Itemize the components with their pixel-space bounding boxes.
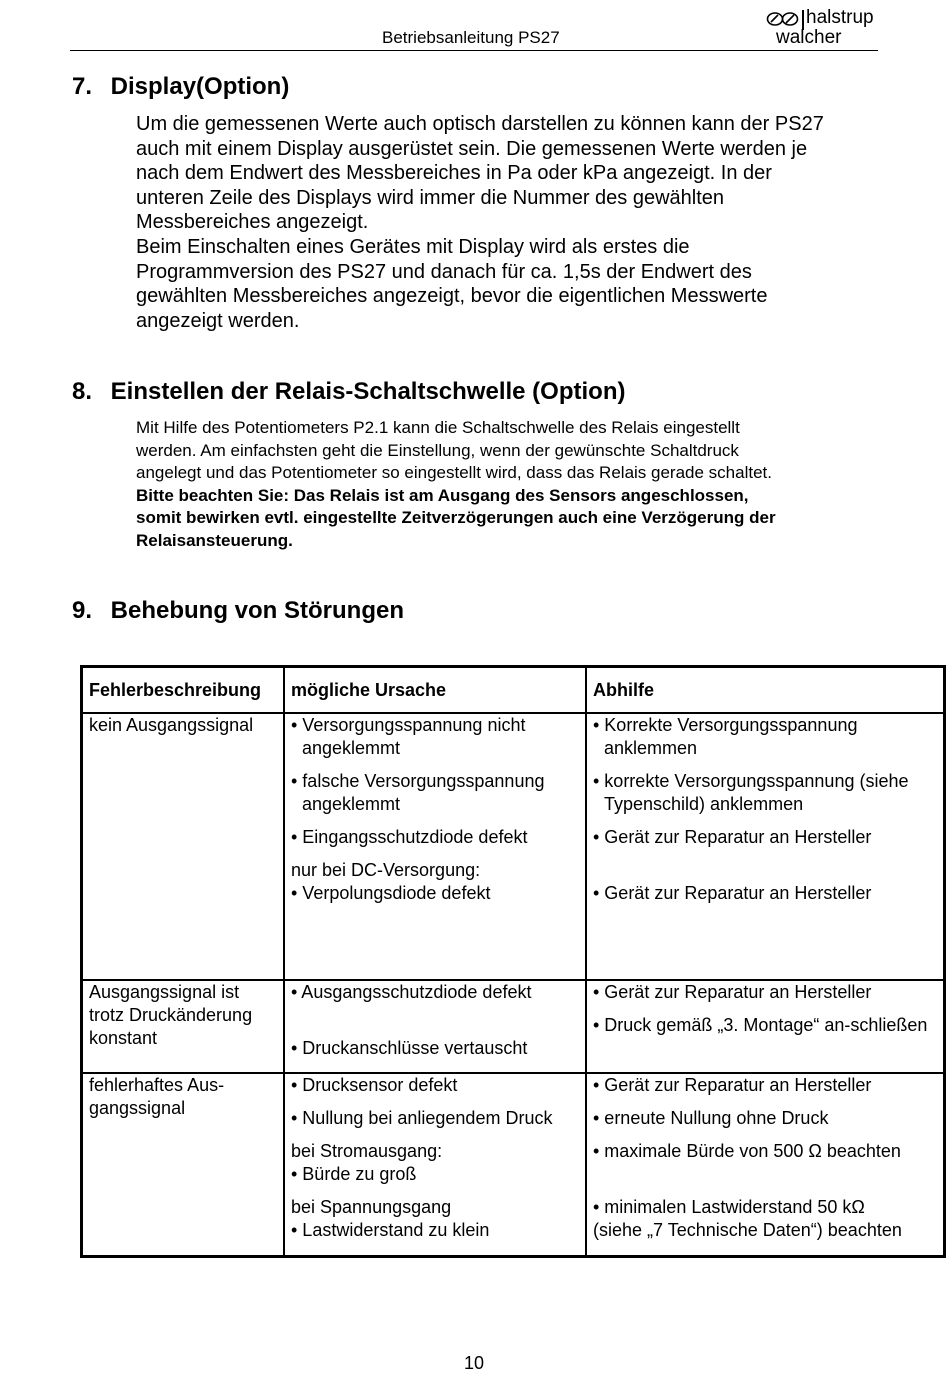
remedy-item: • Druck gemäß „3. Montage“ an-schließen (593, 1015, 928, 1035)
column-header: Fehlerbeschreibung (82, 667, 285, 714)
section-title: Behebung von Störungen (110, 597, 404, 624)
fault-text: fehlerhaftes Aus-gangssignal (89, 1075, 225, 1118)
text-line: Um die gemessenen Werte auch optisch darstellen zu können kann der PS27 (136, 113, 824, 135)
remedy-item: • Gerät zur Reparatur an Hersteller (593, 883, 872, 903)
text-line: unteren Zeile des Displays wird immer die Nummer des gewählten (136, 186, 725, 209)
table-row (82, 980, 945, 1073)
remedy-item: • Korrekte Versorgungsspannung anklemmen (593, 715, 858, 758)
cause-item: • Versorgungsspannung nicht angeklemmt (291, 715, 526, 758)
remedy-item: • Gerät zur Reparatur an Hersteller (593, 827, 872, 847)
text-line: gewählten Messbereiches angezeigt, bevor die eigentlichen Messwerte (136, 285, 768, 308)
cause-note: nur bei DC-Versorgung: (291, 860, 481, 880)
table-header-row (82, 667, 945, 714)
remedy-item: • minimalen Lastwiderstand 50 kΩ (593, 1197, 865, 1217)
section-number: 7. (72, 73, 93, 100)
cause-cell (284, 1073, 586, 1257)
fault-text: kein Ausgangssignal (89, 715, 254, 735)
column-header: Abhilfe (586, 667, 945, 714)
cause-item: • Lastwiderstand zu klein (291, 1220, 490, 1240)
text-line: Mit Hilfe des Potentiometers P2.1 kann die Schaltschwelle des Relais eingestellt (136, 418, 740, 437)
table-row (82, 1073, 945, 1257)
logo-text-halstrup: halstrup (806, 7, 874, 28)
remedy-note: (siehe „7 Technische Daten“) beachten (593, 1220, 902, 1240)
remedy-item: • Gerät zur Reparatur an Hersteller (593, 1075, 872, 1095)
cause-item: • Ausgangsschutzdiode defekt (291, 982, 532, 1002)
cause-item: • Eingangsschutzdiode defekt (291, 827, 528, 847)
remedy-cell (586, 1073, 945, 1257)
section-heading-9 (72, 597, 404, 625)
remedy-item: • maximale Bürde von 500 Ω beachten (593, 1141, 901, 1161)
document-title: Betriebsanleitung PS27 (382, 28, 560, 47)
text-line: werden. Am einfachsten geht die Einstellung, wenn der gewünschte Schaltdruck (136, 440, 739, 460)
column-header: mögliche Ursache (284, 667, 586, 714)
cause-note: bei Stromausgang: (291, 1141, 443, 1161)
section-number: 9. (72, 597, 93, 624)
text-line: angelegt und das Potentiometer so eingestellt wird, dass das Relais gerade schaltet. (136, 463, 772, 482)
company-logo (766, 8, 876, 48)
page-number: 10 (464, 1353, 485, 1373)
notice-line: Relaisansteuerung. (136, 530, 293, 550)
section-8-text (136, 417, 881, 552)
cause-item: • Drucksensor defekt (291, 1075, 458, 1095)
section-heading-7 (72, 73, 289, 101)
remedy-item: • korrekte Versorgungsspannung (siehe Typenschild) anklemmen (593, 771, 909, 814)
cause-item: • falsche Versorgungsspannung angeklemmt (291, 771, 545, 814)
text-line: Beim Einschalten eines Gerätes mit Display wird als erstes die (136, 235, 690, 258)
remedy-cell (586, 980, 945, 1073)
table-row (82, 713, 945, 980)
section-7-text (136, 112, 876, 333)
cause-item: • Bürde zu groß (291, 1164, 417, 1184)
cause-note: bei Spannungsgang (291, 1197, 452, 1217)
text-line: auch mit einem Display ausgerüstet sein. Die gemessenen Werte werden je (136, 137, 808, 160)
text-line: Programmversion des PS27 und danach für ca. 1,5s der Endwert des (136, 260, 752, 283)
remedy-item: • erneute Nullung ohne Druck (593, 1108, 829, 1128)
fault-cell (82, 980, 285, 1073)
cause-item: • Nullung bei anliegendem Druck (291, 1108, 553, 1128)
fault-cell (82, 713, 285, 980)
cause-item: • Druckanschlüsse vertauscht (291, 1038, 528, 1058)
cause-cell (284, 713, 586, 980)
cause-item: • Verpolungsdiode defekt (291, 883, 491, 903)
fault-cell (82, 1073, 285, 1257)
section-title: Einstellen der Relais-Schaltschwelle (Option) (110, 378, 626, 405)
fault-text: Ausgangssignal ist trotz Druckänderung konstant (89, 982, 253, 1048)
remedy-item: • Gerät zur Reparatur an Hersteller (593, 982, 872, 1002)
halstrup-walcher-logo-icon (766, 11, 800, 27)
cause-cell (284, 980, 586, 1073)
section-title: Display(Option) (110, 73, 290, 100)
section-number: 8. (72, 378, 93, 405)
logo-text-walcher: walcher (776, 27, 842, 48)
text-line: angezeigt werden. (136, 309, 300, 332)
section-heading-8 (72, 378, 625, 406)
text-line: nach dem Endwert des Messbereiches in Pa oder kPa angezeigt. In der (136, 162, 772, 185)
troubleshooting-table (80, 665, 946, 1258)
text-line: Messbereiches angezeigt. (136, 211, 369, 234)
remedy-cell (586, 713, 945, 980)
notice-line: somit bewirken evtl. eingestellte Zeitverzögerungen auch eine Verzögerung der (136, 508, 776, 527)
notice-line: Bitte beachten Sie: Das Relais ist am Ausgang des Sensors angeschlossen, (136, 485, 749, 505)
page-header (70, 8, 878, 51)
